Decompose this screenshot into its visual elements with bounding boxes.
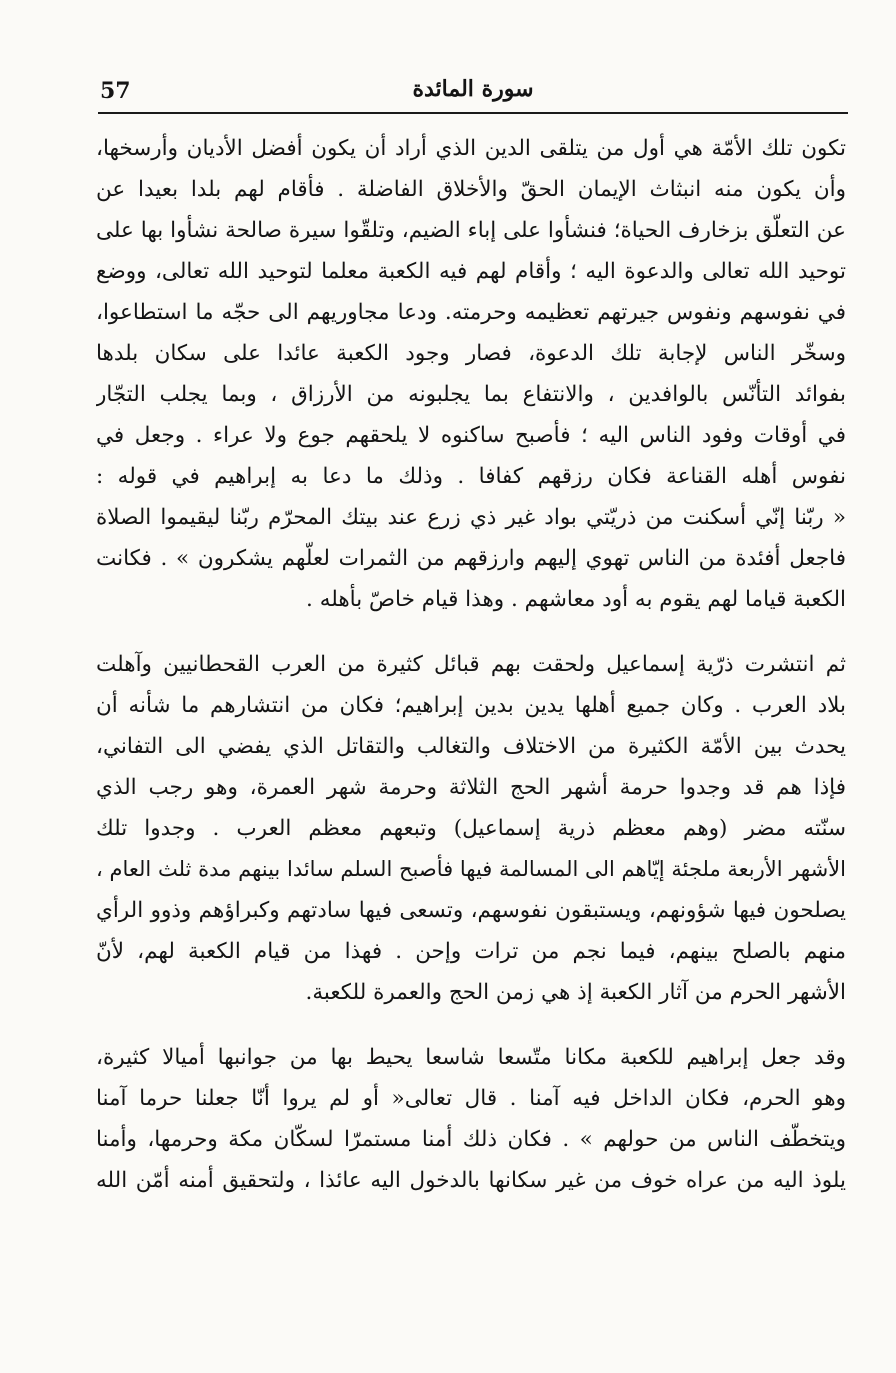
page-number: 57 — [100, 78, 131, 104]
text-line: وسخّر الناس لإجابة تلك الدعوة، فصار وجود الكعبة عائدا على سكان بلدها — [96, 341, 846, 366]
body-text — [96, 128, 846, 1201]
text-line: في أوقات وفود الناس اليه ؛ فأصبح ساكنوه لا يلحقهم جوع ولا عراء . وجعل في — [96, 423, 846, 448]
text-line: بفوائد التأنّس بالوافدين ، والانتفاع بما يجلبونه من الأرزاق ، وبما يجلب التجّار — [96, 382, 846, 407]
text-line: الكعبة قياما لهم يقوم به أود معاشهم . وهذا قيام خاصّ بأهله . — [306, 587, 846, 612]
paragraph-1 — [96, 128, 846, 620]
text-line: في نفوسهم ونفوس جيرتهم تعظيمه وحرمته. ودعا مجاوريهم الى حجّه ما استطاعوا، — [96, 300, 846, 325]
text-line: وأن يكون منه انبثاث الإيمان الحقّ والأخلاق الفاضلة . فأقام لهم بلدا بعيدا عن — [96, 177, 846, 202]
text-line: منهم بالصلح بينهم، فيما نجم من ترات وإحن . فهذا من قيام الكعبة لهم، لأنّ — [96, 939, 846, 964]
page-header — [98, 72, 848, 114]
paragraph-2 — [96, 644, 846, 1013]
text-line: فاجعل أفئدة من الناس تهوي إليهم وارزقهم من الثمرات لعلّهم يشكرون » . فكانت — [96, 546, 846, 571]
text-line: سنّته مضر (وهم معظم ذرية إسماعيل) وتبعهم معظم العرب . وجدوا تلك — [96, 816, 846, 841]
text-line: يلوذ اليه من عراه خوف من غير سكانها بالدخول اليه عائذا ، ولتحقيق أمنه أمّن الله — [96, 1168, 846, 1193]
text-line: ثم انتشرت ذرّية إسماعيل ولحقت بهم قبائل كثيرة من العرب القحطانيين وآهلت — [96, 652, 846, 677]
text-line: بلاد العرب . وكان جميع أهلها يدين بدين إبراهيم؛ فكان من انتشارهم ما شأنه أن — [96, 693, 846, 718]
text-line: تكون تلك الأمّة هي أول من يتلقى الدين الذي أراد أن يكون أفضل الأديان وأرسخها، — [96, 136, 846, 161]
text-line: يصلحون فيها شؤونهم، ويستبقون نفوسهم، وتسعى فيها سادتهم وكبراؤهم وذوو الرأي — [96, 898, 846, 923]
paragraph-gap — [96, 620, 846, 644]
text-line: يحدث بين الأمّة الكثيرة من الاختلاف والتغالب والتقاتل الذي يفضي الى التفاني، — [96, 734, 846, 759]
text-line: توحيد الله تعالى والدعوة اليه ؛ وأقام لهم فيه الكعبة معلما لتوحيد الله تعالى، ووضع — [96, 259, 846, 284]
text-line: فإذا هم قد وجدوا حرمة أشهر الحج الثلاثة وحرمة شهر العمرة، وهو رجب الذي — [96, 775, 846, 800]
text-line: نفوس أهله القناعة فكان رزقهم كفافا . وذلك ما دعا به إبراهيم في قوله : — [96, 464, 846, 489]
text-line: « ربّنا إنّي أسكنت من ذريّتي بواد غير ذي زرع عند بيتك المحرّم ربّنا ليقيموا الصلاة — [96, 505, 846, 530]
text-line: الأشهر الحرم من آثار الكعبة إذ هي زمن الحج والعمرة للكعبة. — [305, 980, 846, 1005]
text-line: وقد جعل إبراهيم للكعبة مكانا متّسعا شاسعا يحيط بها من جوانبها أميالا كثيرة، — [96, 1045, 846, 1070]
paragraph-gap — [96, 1013, 846, 1037]
text-line: عن التعلّق بزخارف الحياة؛ فنشأوا على إباء الضيم، وتلقّوا سيرة صالحة نشأوا بها على — [96, 218, 846, 243]
running-title: سورة المائدة — [412, 76, 534, 102]
text-line: الأشهر الأربعة ملجئة إيّاهم الى المسالمة فيها فأصبح السلم سائدا بينهم مدة ثلث العام ، — [96, 857, 846, 881]
paragraph-3 — [96, 1037, 846, 1201]
text-line: ويتخطّف الناس من حولهم » . فكان ذلك أمنا مستمرّا لسكّان مكة وحرمها، وأمنا — [96, 1127, 846, 1152]
text-line: وهو الحرم، فكان الداخل فيه آمنا . قال تعالى« أو لم يروا أنّا جعلنا حرما آمنا — [96, 1086, 846, 1111]
